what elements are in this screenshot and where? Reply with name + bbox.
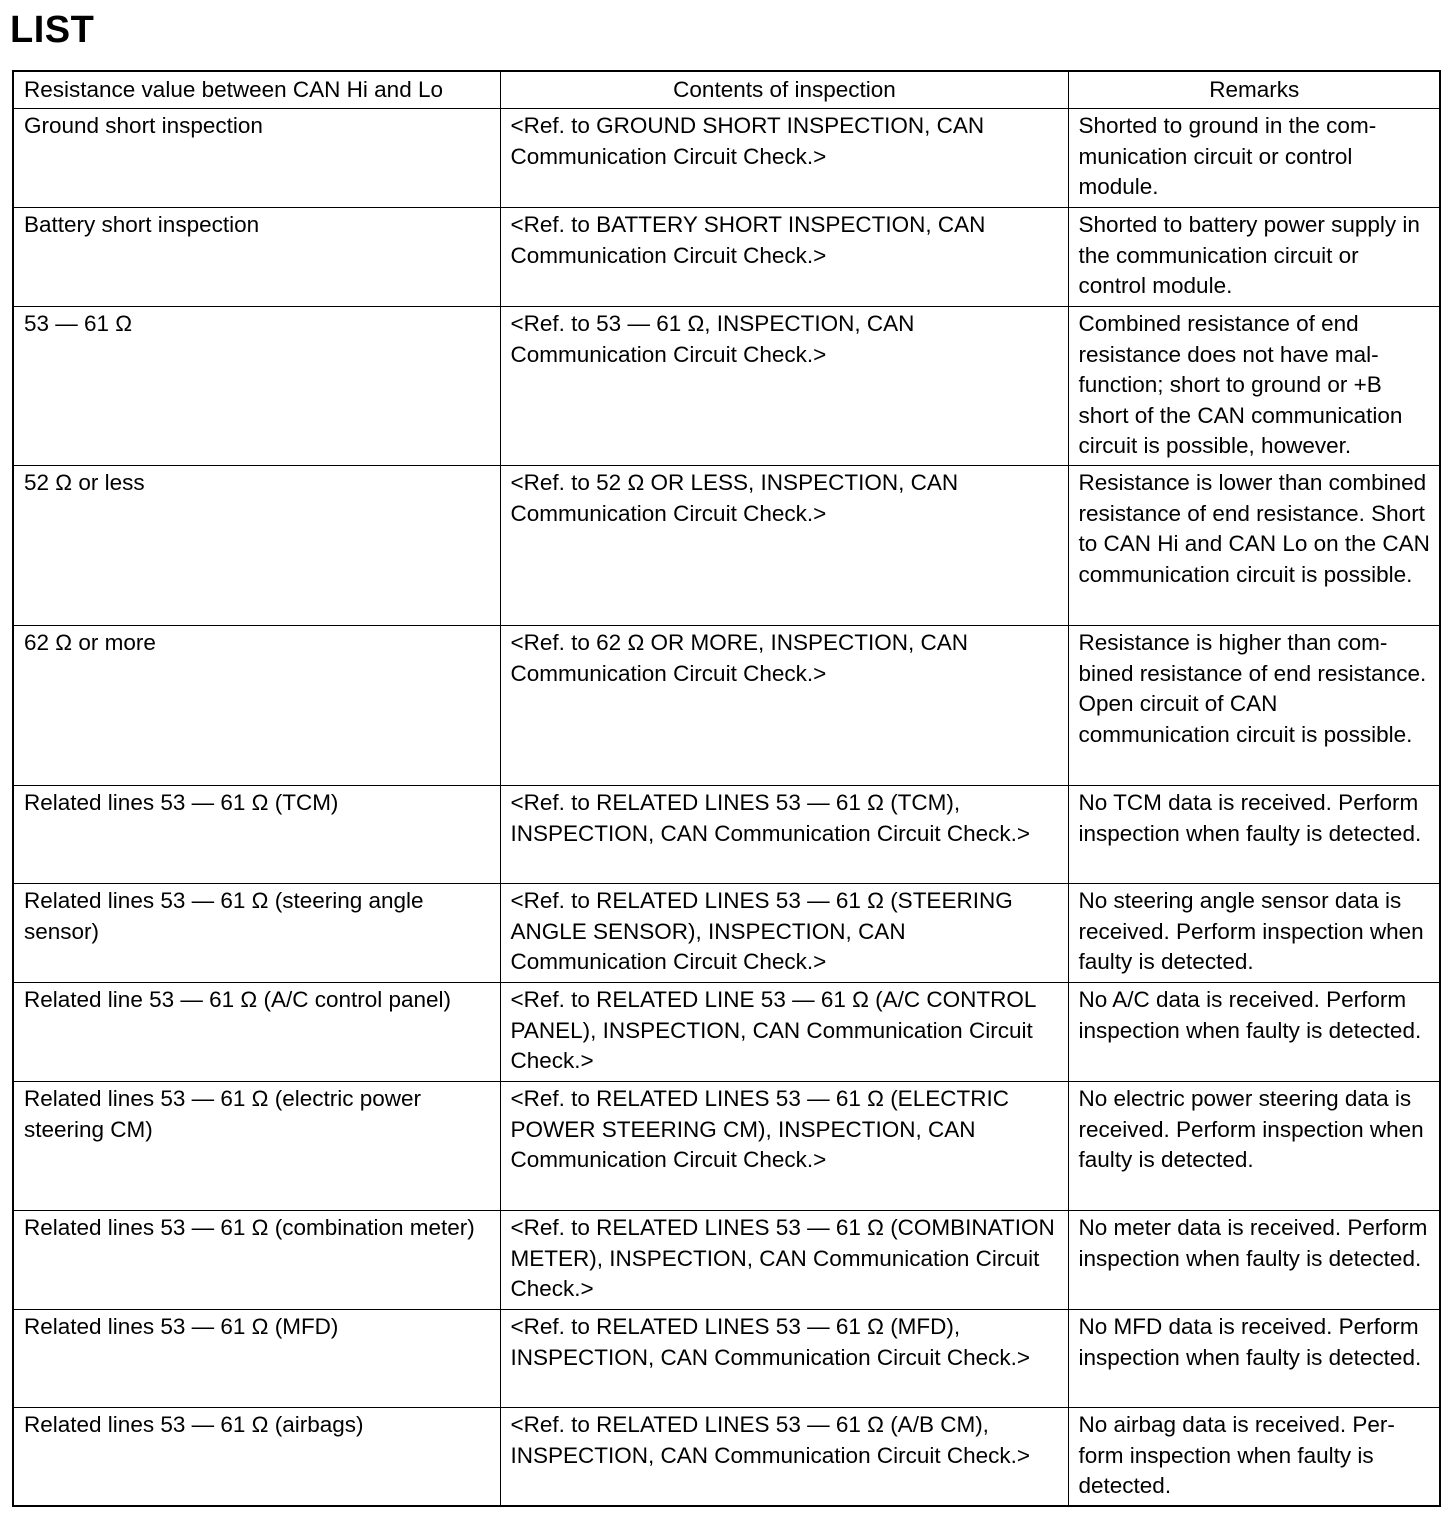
contents-cell: <Ref. to 52 Ω OR LESS, INSPECTION, CAN Communication Circuit Check.>	[500, 466, 1068, 626]
table-row	[13, 786, 1440, 884]
remarks-cell: Combined resistance of end resistance does not have malfunction; short to ground or +B short of the CAN communication circuit is possible, however.	[1068, 307, 1440, 466]
remarks-cell: Resistance is lower than combined resistance of end resistance. Short to CAN Hi and CAN Lo on the CAN communication circuit is possible.	[1068, 466, 1440, 626]
table-row	[13, 1310, 1440, 1408]
table-row	[13, 466, 1440, 626]
header-remarks: Remarks	[1068, 71, 1440, 109]
contents-cell: <Ref. to BATTERY SHORT INSPECTION, CAN Communication Circuit Check.>	[500, 208, 1068, 307]
table-row	[13, 307, 1440, 466]
header-contents-of-inspection: Contents of inspection	[500, 71, 1068, 109]
resistance-cell: Related lines 53 — 61 Ω (combination meter)	[13, 1211, 500, 1310]
contents-cell: <Ref. to 62 Ω OR MORE, INSPECTION, CAN Communication Circuit Check.>	[500, 626, 1068, 786]
resistance-cell: Related lines 53 — 61 Ω (steering angle sensor)	[13, 884, 500, 983]
contents-cell: <Ref. to RELATED LINE 53 — 61 Ω (A/C CONTROL PANEL), INSPECTION, CAN Communication Circuit Check.>	[500, 983, 1068, 1082]
resistance-cell: 53 — 61 Ω	[13, 307, 500, 466]
table-header-row	[13, 71, 1440, 109]
resistance-inspection-table	[12, 70, 1441, 1507]
resistance-cell: Related lines 53 — 61 Ω (TCM)	[13, 786, 500, 884]
table-row	[13, 109, 1440, 208]
contents-cell: <Ref. to 53 — 61 Ω, INSPECTION, CAN Communication Circuit Check.>	[500, 307, 1068, 466]
resistance-cell: Related lines 53 — 61 Ω (MFD)	[13, 1310, 500, 1408]
remarks-cell: No meter data is received. Perform inspection when faulty is detected.	[1068, 1211, 1440, 1310]
remarks-cell: No electric power steering data is received. Perform inspection when faulty is detected.	[1068, 1082, 1440, 1211]
contents-cell: <Ref. to RELATED LINES 53 — 61 Ω (ELECTRIC POWER STEERING CM), INSPECTION, CAN Communication Circuit Check.>	[500, 1082, 1068, 1211]
resistance-cell: Related lines 53 — 61 Ω (airbags)	[13, 1408, 500, 1506]
header-resistance-value: Resistance value between CAN Hi and Lo	[13, 71, 500, 109]
resistance-cell: Ground short inspection	[13, 109, 500, 208]
resistance-cell: 62 Ω or more	[13, 626, 500, 786]
remarks-cell: No TCM data is received. Perform inspection when faulty is detected.	[1068, 786, 1440, 884]
remarks-cell: Resistance is higher than combined resistance of end resistance. Open circuit of CAN communication circuit is possible.	[1068, 626, 1440, 786]
contents-cell: <Ref. to GROUND SHORT INSPECTION, CAN Communication Circuit Check.>	[500, 109, 1068, 208]
contents-cell: <Ref. to RELATED LINES 53 — 61 Ω (A/B CM), INSPECTION, CAN Communication Circuit Check.>	[500, 1408, 1068, 1506]
table-row	[13, 208, 1440, 307]
table-row	[13, 884, 1440, 983]
resistance-cell: 52 Ω or less	[13, 466, 500, 626]
remarks-cell: No airbag data is received. Perform inspection when faulty is detected.	[1068, 1408, 1440, 1506]
contents-cell: <Ref. to RELATED LINES 53 — 61 Ω (MFD), INSPECTION, CAN Communication Circuit Check.>	[500, 1310, 1068, 1408]
table-row	[13, 626, 1440, 786]
resistance-cell: Battery short inspection	[13, 208, 500, 307]
remarks-cell: No MFD data is received. Perform inspection when faulty is detected.	[1068, 1310, 1440, 1408]
contents-cell: <Ref. to RELATED LINES 53 — 61 Ω (TCM), INSPECTION, CAN Communication Circuit Check.>	[500, 786, 1068, 884]
table-row	[13, 1408, 1440, 1506]
table-row	[13, 983, 1440, 1082]
remarks-cell: No steering angle sensor data is received. Perform inspection when faulty is detected.	[1068, 884, 1440, 983]
contents-cell: <Ref. to RELATED LINES 53 — 61 Ω (STEERING ANGLE SENSOR), INSPECTION, CAN Communication Circuit Check.>	[500, 884, 1068, 983]
remarks-cell: Shorted to battery power supply in the communication circuit or control module.	[1068, 208, 1440, 307]
resistance-cell: Related lines 53 — 61 Ω (electric power steering CM)	[13, 1082, 500, 1211]
remarks-cell: Shorted to ground in the communication circuit or control module.	[1068, 109, 1440, 208]
table-row	[13, 1211, 1440, 1310]
contents-cell: <Ref. to RELATED LINES 53 — 61 Ω (COMBINATION METER), INSPECTION, CAN Communication Circuit Check.>	[500, 1211, 1068, 1310]
table-row	[13, 1082, 1440, 1211]
remarks-cell: No A/C data is received. Perform inspection when faulty is detected.	[1068, 983, 1440, 1082]
resistance-cell: Related line 53 — 61 Ω (A/C control panel)	[13, 983, 500, 1082]
page-title: LIST	[10, 9, 95, 51]
